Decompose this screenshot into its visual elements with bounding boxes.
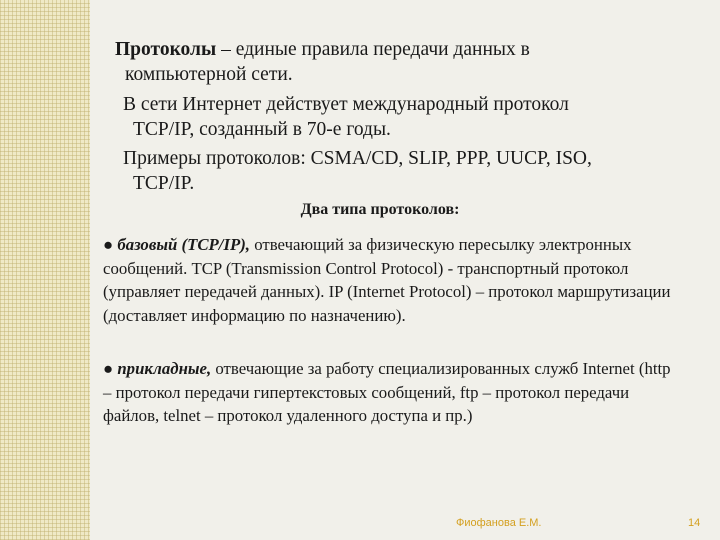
page-number: 14	[688, 517, 701, 529]
footer-author: Фиофанова Е.М.	[456, 517, 542, 529]
decorative-side-strip	[0, 0, 90, 540]
protocols-definition-line2: компьютерной сети.	[125, 64, 293, 85]
protocol-types-heading: Два типа протоколов:	[300, 201, 460, 218]
bullet-base-text: отвечающий за физическую пересылку электронных сообщений. TCP (Transmission Control Protocol) - транспортный протокол (управляет передачей данных). IP (Internet Protocol) – протокол маршрутизации (доставляет информацию по назначению).	[103, 235, 671, 325]
internet-protocol-line1: В сети Интернет действует международный протокол	[123, 94, 569, 115]
bullet-application-text: отвечающие за работу специализированных служб Internet (http – протокол передачи гипертекстовых сообщений, ftp – протокол передачи файлов, telnet – протокол удаленного доступа и пр.)	[103, 359, 671, 425]
bullet-icon: ●	[103, 235, 114, 254]
bullet-icon: ●	[103, 359, 114, 378]
protocols-definition-text: – единые правила передачи данных в	[216, 39, 530, 60]
protocols-definition-line1	[115, 37, 530, 62]
protocol-examples-paragraph	[123, 146, 592, 196]
protocol-examples-line2: TCP/IP.	[133, 173, 195, 194]
bullet-application-term: прикладные,	[117, 359, 212, 378]
bullet-application-protocols	[103, 357, 683, 428]
protocols-term: Протоколы	[115, 39, 217, 60]
slide-body	[90, 0, 720, 540]
internet-protocol-paragraph	[123, 92, 569, 142]
protocols-definition	[115, 37, 530, 87]
bullet-base-term: базовый (TCP/IP),	[117, 235, 251, 254]
protocol-examples-line1: Примеры протоколов: CSMA/CD, SLIP, PPP, UUCP, ISO,	[123, 148, 592, 169]
internet-protocol-line2: TCP/IP, созданный в 70-е годы.	[133, 119, 391, 140]
bullet-base-protocol	[103, 233, 683, 327]
